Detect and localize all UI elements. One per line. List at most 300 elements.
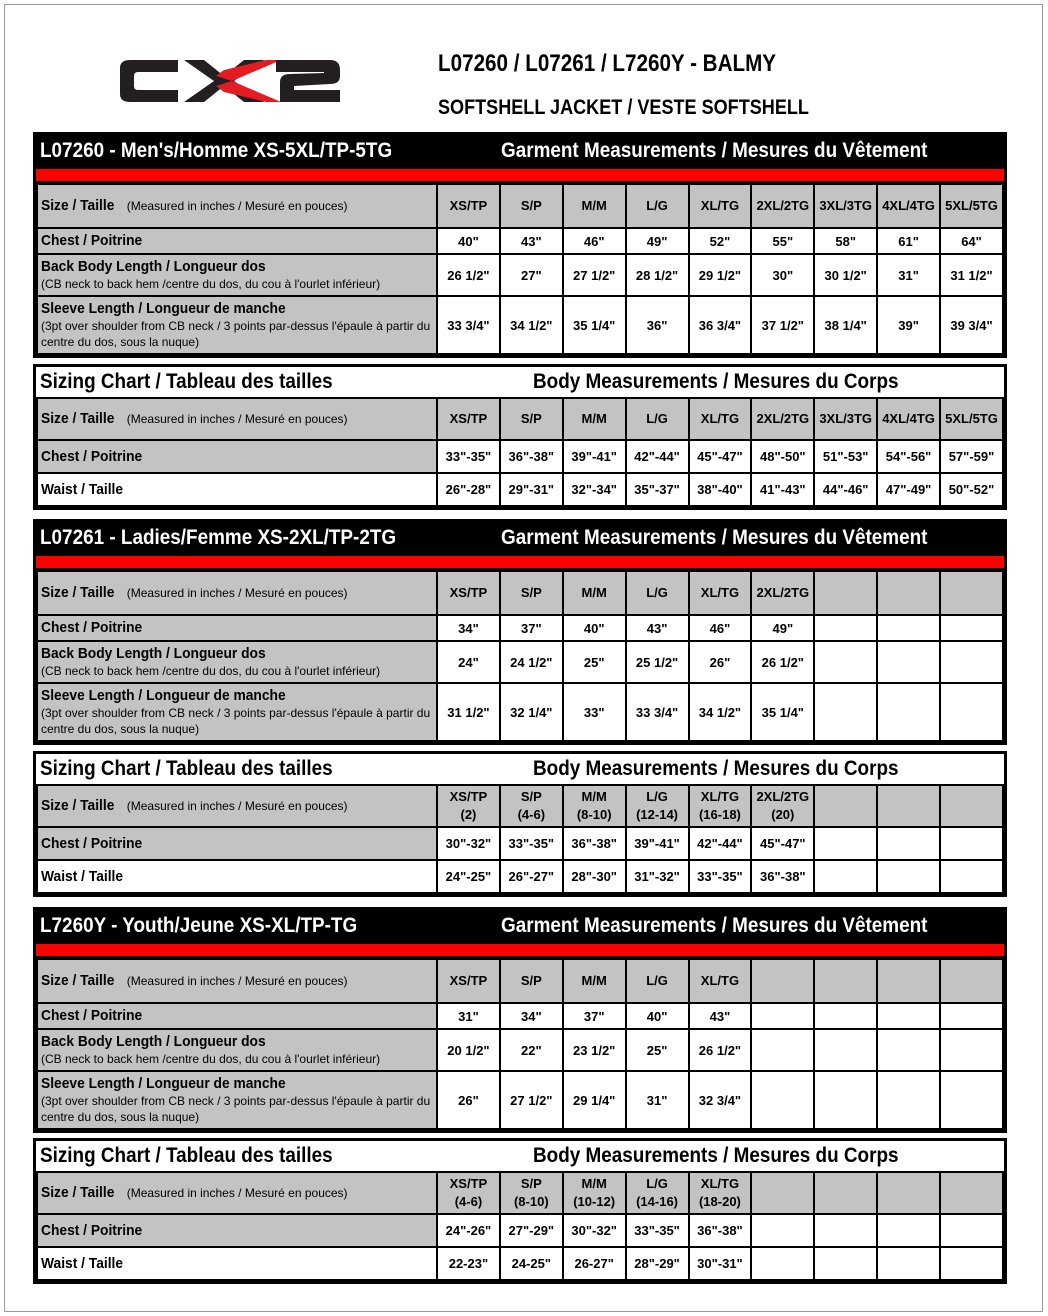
size-cell: 2XL/2TG: [751, 398, 814, 440]
table-row: [37, 827, 1003, 860]
size-cell: XS/TP: [437, 959, 500, 1003]
value-cell: 27": [500, 254, 563, 296]
youth-garment-table: [36, 958, 1004, 1130]
size-cell: XS/TP (2): [437, 785, 500, 827]
ladies-body-header: [36, 754, 1004, 784]
value-cell: 23 1/2": [563, 1029, 626, 1071]
value-cell: 27"-29": [500, 1214, 563, 1247]
row-label: [37, 398, 437, 440]
table-row: [37, 683, 1003, 741]
row-label-title: Back Body Length / Longueur dos: [41, 258, 266, 275]
value-cell: 24-25": [500, 1247, 563, 1280]
row-label-note: (3pt over shoulder from CB neck / 3 points par-dessus l'épaule à partir du centre du dos, sous la nuque): [41, 1094, 431, 1124]
value-cell: 36"-38": [563, 827, 626, 860]
cx2-logo: [116, 56, 344, 106]
size-cell: M/M: [563, 959, 626, 1003]
size-cell: XL/TG: [689, 571, 752, 615]
row-label: [37, 571, 437, 615]
empty-cell: [814, 1003, 877, 1029]
empty-cell: [751, 1214, 814, 1247]
empty-cell: [814, 571, 877, 615]
red-divider: [36, 944, 1004, 956]
size-cell: L/G (12-14): [626, 785, 689, 827]
youth-body-table: [36, 1171, 1004, 1281]
value-cell: 29 1/2": [689, 254, 752, 296]
value-cell: 36"-38": [689, 1214, 752, 1247]
size-cell: XL/TG: [689, 959, 752, 1003]
body-measurements-title: Body Measurements / Mesures du Corps: [533, 1144, 899, 1167]
empty-cell: [877, 641, 940, 683]
table-row: [37, 228, 1003, 254]
row-label: [37, 473, 437, 506]
value-cell: 24 1/2": [500, 641, 563, 683]
value-cell: 30 1/2": [814, 254, 877, 296]
value-cell: 31": [877, 254, 940, 296]
row-label-title: Size / Taille: [41, 410, 115, 427]
value-cell: 24"-25": [437, 860, 500, 893]
row-label-title: Waist / Taille: [41, 1254, 124, 1272]
value-cell: 43": [500, 228, 563, 254]
row-label: [37, 184, 437, 228]
value-cell: 35 1/4": [751, 683, 814, 741]
empty-cell: [940, 860, 1003, 893]
empty-cell: [877, 959, 940, 1003]
empty-cell: [814, 615, 877, 641]
empty-cell: [751, 1003, 814, 1029]
row-label-note: (CB neck to back hem /centre du dos, du cou à l'ourlet inférieur): [41, 277, 381, 291]
row-label-title: Chest / Poitrine: [41, 232, 143, 249]
value-cell: 28"-30": [563, 860, 626, 893]
empty-cell: [877, 1247, 940, 1280]
value-cell: 39"-41": [626, 827, 689, 860]
value-cell: 33 3/4": [626, 683, 689, 741]
value-cell: 25": [626, 1029, 689, 1071]
value-cell: 43": [689, 1003, 752, 1029]
value-cell: 41"-43": [751, 473, 814, 506]
value-cell: 47"-49": [877, 473, 940, 506]
empty-cell: [814, 959, 877, 1003]
value-cell: 40": [563, 615, 626, 641]
value-cell: 26 1/2": [751, 641, 814, 683]
value-cell: 30"-32": [437, 827, 500, 860]
table-row: [37, 860, 1003, 893]
table-row: [37, 1003, 1003, 1029]
men-body-section: [33, 364, 1007, 510]
men-body-table: [36, 397, 1004, 507]
value-cell: 49": [751, 615, 814, 641]
empty-cell: [877, 827, 940, 860]
body-measurements-title: Body Measurements / Mesures du Corps: [533, 370, 899, 393]
empty-cell: [751, 1247, 814, 1280]
value-cell: 34": [500, 1003, 563, 1029]
value-cell: 39": [877, 296, 940, 354]
youth-body-section: [33, 1138, 1007, 1284]
size-cell: 4XL/4TG: [877, 184, 940, 228]
size-cell: 5XL/5TG: [940, 184, 1003, 228]
youth-title: L7260Y - Youth/Jeune XS-XL/TP-TG: [40, 914, 358, 937]
size-cell: M/M (8-10): [563, 785, 626, 827]
row-label-title: Size / Taille: [41, 797, 115, 814]
logo-c: [120, 60, 178, 102]
size-cell: XS/TP: [437, 184, 500, 228]
empty-cell: [940, 615, 1003, 641]
table-row: [37, 473, 1003, 506]
value-cell: 26": [689, 641, 752, 683]
sizing-chart-title: Sizing Chart / Tableau des tailles: [40, 1144, 333, 1167]
value-cell: 64": [940, 228, 1003, 254]
empty-cell: [751, 1029, 814, 1071]
size-cell: L/G: [626, 959, 689, 1003]
empty-cell: [814, 1071, 877, 1129]
row-label-note: (Measured in inches / Mesuré en pouces): [126, 799, 348, 813]
size-cell: L/G: [626, 184, 689, 228]
size-cell: XL/TG (16-18): [689, 785, 752, 827]
value-cell: 40": [437, 228, 500, 254]
value-cell: 22": [500, 1029, 563, 1071]
size-cell: S/P: [500, 184, 563, 228]
empty-cell: [940, 1214, 1003, 1247]
row-label: [37, 440, 437, 473]
row-label-title: Sleeve Length / Longueur de manche: [41, 300, 286, 317]
garment-measurements-title: Garment Measurements / Mesures du Vêtement: [501, 526, 928, 549]
value-cell: 57"-59": [940, 440, 1003, 473]
row-label: [37, 1029, 437, 1071]
empty-cell: [940, 959, 1003, 1003]
value-cell: 61": [877, 228, 940, 254]
value-cell: 38"-40": [689, 473, 752, 506]
value-cell: 39"-41": [563, 440, 626, 473]
row-label-title: Waist / Taille: [41, 867, 124, 885]
row-label-note: (CB neck to back hem /centre du dos, du cou à l'ourlet inférieur): [41, 1052, 381, 1066]
size-cell: XS/TP: [437, 398, 500, 440]
value-cell: 52": [689, 228, 752, 254]
empty-cell: [877, 1029, 940, 1071]
row-label-title: Size / Taille: [41, 972, 115, 989]
row-label-title: Sleeve Length / Longueur de manche: [41, 687, 286, 704]
garment-measurements-title: Garment Measurements / Mesures du Vêtement: [501, 914, 928, 937]
value-cell: 24"-26": [437, 1214, 500, 1247]
size-header-row: [37, 959, 1003, 1003]
size-cell: XL/TG: [689, 184, 752, 228]
size-cell: 4XL/4TG: [877, 398, 940, 440]
sizing-chart-title: Sizing Chart / Tableau des tailles: [40, 370, 333, 393]
size-cell: S/P (4-6): [500, 785, 563, 827]
value-cell: 32 1/4": [500, 683, 563, 741]
size-cell: S/P: [500, 398, 563, 440]
value-cell: 25 1/2": [626, 641, 689, 683]
row-label-title: Sleeve Length / Longueur de manche: [41, 1075, 286, 1092]
row-label-note: (Measured in inches / Mesuré en pouces): [126, 974, 348, 988]
size-header-row: [37, 1172, 1003, 1214]
value-cell: 36": [626, 296, 689, 354]
row-label: [37, 860, 437, 893]
size-cell: XS/TP (4-6): [437, 1172, 500, 1214]
row-label: [37, 959, 437, 1003]
value-cell: 38 1/4": [814, 296, 877, 354]
row-label: [37, 1214, 437, 1247]
value-cell: 28"-29": [626, 1247, 689, 1280]
size-cell: M/M: [563, 398, 626, 440]
value-cell: 26-27": [563, 1247, 626, 1280]
value-cell: 39 3/4": [940, 296, 1003, 354]
row-label: [37, 1247, 437, 1280]
value-cell: 30"-32": [563, 1214, 626, 1247]
row-label: [37, 228, 437, 254]
value-cell: 33": [563, 683, 626, 741]
value-cell: 31 1/2": [940, 254, 1003, 296]
empty-cell: [814, 1214, 877, 1247]
size-header-row: [37, 785, 1003, 827]
youth-garment-section: [33, 907, 1007, 1133]
size-cell: L/G (14-16): [626, 1172, 689, 1214]
row-label: [37, 1003, 437, 1029]
value-cell: 34 1/2": [689, 683, 752, 741]
table-row: [37, 254, 1003, 296]
size-cell: S/P: [500, 959, 563, 1003]
empty-cell: [940, 1003, 1003, 1029]
table-row: [37, 1029, 1003, 1071]
value-cell: 32 3/4": [689, 1071, 752, 1129]
row-label: [37, 296, 437, 354]
value-cell: 36 3/4": [689, 296, 752, 354]
value-cell: 22-23": [437, 1247, 500, 1280]
size-cell: 2XL/2TG: [751, 571, 814, 615]
row-label: [37, 254, 437, 296]
empty-cell: [940, 1247, 1003, 1280]
youth-garment-header: [36, 910, 1004, 944]
value-cell: 33 3/4": [437, 296, 500, 354]
size-cell: S/P: [500, 571, 563, 615]
value-cell: 35"-37": [626, 473, 689, 506]
row-label-title: Back Body Length / Longueur dos: [41, 1033, 266, 1050]
body-measurements-title: Body Measurements / Mesures du Corps: [533, 757, 899, 780]
red-divider: [36, 169, 1004, 181]
empty-cell: [751, 1172, 814, 1214]
size-cell: L/G: [626, 571, 689, 615]
value-cell: 58": [814, 228, 877, 254]
garment-measurements-title: Garment Measurements / Mesures du Vêtement: [501, 139, 928, 162]
value-cell: 29"-31": [500, 473, 563, 506]
value-cell: 33"-35": [626, 1214, 689, 1247]
empty-cell: [814, 641, 877, 683]
value-cell: 26"-27": [500, 860, 563, 893]
value-cell: 36"-38": [500, 440, 563, 473]
size-cell: XL/TG: [689, 398, 752, 440]
row-label: [37, 827, 437, 860]
table-row: [37, 440, 1003, 473]
size-cell: 5XL/5TG: [940, 398, 1003, 440]
row-label-note: (3pt over shoulder from CB neck / 3 points par-dessus l'épaule à partir du centre du dos, sous la nuque): [41, 319, 431, 349]
empty-cell: [877, 785, 940, 827]
row-label-note: (3pt over shoulder from CB neck / 3 points par-dessus l'épaule à partir du centre du dos, sous la nuque): [41, 706, 431, 736]
row-label-note: (Measured in inches / Mesuré en pouces): [126, 199, 348, 213]
logo-2: [276, 60, 340, 102]
value-cell: 31": [437, 1003, 500, 1029]
value-cell: 46": [689, 615, 752, 641]
value-cell: 49": [626, 228, 689, 254]
table-row: [37, 641, 1003, 683]
size-cell: L/G: [626, 398, 689, 440]
size-header-row: [37, 571, 1003, 615]
empty-cell: [940, 1071, 1003, 1129]
row-label: [37, 1172, 437, 1214]
empty-cell: [877, 1214, 940, 1247]
value-cell: 26 1/2": [437, 254, 500, 296]
document-subtitle: SOFTSHELL JACKET / VESTE SOFTSHELL: [438, 96, 809, 119]
value-cell: 26": [437, 1071, 500, 1129]
men-body-header: [36, 367, 1004, 397]
value-cell: 37": [500, 615, 563, 641]
ladies-garment-section: [33, 519, 1007, 745]
value-cell: 37 1/2": [751, 296, 814, 354]
value-cell: 54"-56": [877, 440, 940, 473]
size-cell: 2XL/2TG: [751, 184, 814, 228]
table-row: [37, 296, 1003, 354]
value-cell: 44"-46": [814, 473, 877, 506]
empty-cell: [940, 1029, 1003, 1071]
row-label-note: (Measured in inches / Mesuré en pouces): [126, 412, 348, 426]
row-label-title: Back Body Length / Longueur dos: [41, 645, 266, 662]
row-label-title: Size / Taille: [41, 584, 115, 601]
value-cell: 26 1/2": [689, 1029, 752, 1071]
row-label: [37, 615, 437, 641]
empty-cell: [877, 615, 940, 641]
row-label-title: Size / Taille: [41, 197, 115, 214]
value-cell: 46": [563, 228, 626, 254]
value-cell: 27 1/2": [500, 1071, 563, 1129]
value-cell: 34 1/2": [500, 296, 563, 354]
value-cell: 33"-35": [689, 860, 752, 893]
table-row: [37, 1247, 1003, 1280]
value-cell: 20 1/2": [437, 1029, 500, 1071]
empty-cell: [814, 1029, 877, 1071]
row-label-title: Chest / Poitrine: [41, 834, 143, 852]
row-label-title: Size / Taille: [41, 1184, 115, 1201]
value-cell: 24": [437, 641, 500, 683]
value-cell: 35 1/4": [563, 296, 626, 354]
table-row: [37, 615, 1003, 641]
value-cell: 26"-28": [437, 473, 500, 506]
size-cell: 3XL/3TG: [814, 184, 877, 228]
value-cell: 27 1/2": [563, 254, 626, 296]
empty-cell: [877, 1071, 940, 1129]
empty-cell: [814, 1172, 877, 1214]
value-cell: 25": [563, 641, 626, 683]
value-cell: 30": [751, 254, 814, 296]
men-garment-section: [33, 132, 1007, 358]
men-garment-header: [36, 135, 1004, 169]
ladies-title: L07261 - Ladies/Femme XS-2XL/TP-2TG: [40, 526, 397, 549]
row-label: [37, 683, 437, 741]
empty-cell: [877, 1172, 940, 1214]
size-cell: XL/TG (18-20): [689, 1172, 752, 1214]
value-cell: 50"-52": [940, 473, 1003, 506]
value-cell: 45"-47": [751, 827, 814, 860]
value-cell: 34": [437, 615, 500, 641]
men-title: L07260 - Men's/Homme XS-5XL/TP-5TG: [40, 139, 393, 162]
empty-cell: [814, 827, 877, 860]
value-cell: 32"-34": [563, 473, 626, 506]
value-cell: 45"-47": [689, 440, 752, 473]
value-cell: 31 1/2": [437, 683, 500, 741]
size-header-row: [37, 398, 1003, 440]
empty-cell: [751, 1071, 814, 1129]
empty-cell: [814, 683, 877, 741]
empty-cell: [940, 1172, 1003, 1214]
ladies-garment-table: [36, 570, 1004, 742]
value-cell: 33"-35": [500, 827, 563, 860]
value-cell: 42"-44": [689, 827, 752, 860]
row-label-title: Chest / Poitrine: [41, 447, 143, 465]
table-row: [37, 1214, 1003, 1247]
row-label: [37, 641, 437, 683]
empty-cell: [877, 1003, 940, 1029]
size-cell: 2XL/2TG (20): [751, 785, 814, 827]
size-cell: S/P (8-10): [500, 1172, 563, 1214]
ladies-garment-header: [36, 522, 1004, 556]
value-cell: 37": [563, 1003, 626, 1029]
size-cell: M/M (10-12): [563, 1172, 626, 1214]
value-cell: 29 1/4": [563, 1071, 626, 1129]
value-cell: 55": [751, 228, 814, 254]
empty-cell: [940, 571, 1003, 615]
value-cell: 43": [626, 615, 689, 641]
value-cell: 28 1/2": [626, 254, 689, 296]
size-cell: M/M: [563, 184, 626, 228]
value-cell: 36"-38": [751, 860, 814, 893]
ladies-body-table: [36, 784, 1004, 894]
empty-cell: [877, 571, 940, 615]
value-cell: 31": [626, 1071, 689, 1129]
value-cell: 31"-32": [626, 860, 689, 893]
empty-cell: [814, 785, 877, 827]
row-label-title: Waist / Taille: [41, 480, 124, 498]
empty-cell: [814, 860, 877, 893]
size-cell: 3XL/3TG: [814, 398, 877, 440]
row-label-note: (Measured in inches / Mesuré en pouces): [126, 1186, 348, 1200]
value-cell: 51"-53": [814, 440, 877, 473]
men-garment-table: [36, 183, 1004, 355]
row-label: [37, 1071, 437, 1129]
table-row: [37, 1071, 1003, 1129]
size-cell: XS/TP: [437, 571, 500, 615]
value-cell: 42"-44": [626, 440, 689, 473]
row-label-note: (Measured in inches / Mesuré en pouces): [126, 586, 348, 600]
empty-cell: [940, 641, 1003, 683]
row-label-title: Chest / Poitrine: [41, 619, 143, 636]
value-cell: 40": [626, 1003, 689, 1029]
row-label: [37, 785, 437, 827]
size-cell: M/M: [563, 571, 626, 615]
youth-body-header: [36, 1141, 1004, 1171]
row-label-note: (CB neck to back hem /centre du dos, du cou à l'ourlet inférieur): [41, 664, 381, 678]
empty-cell: [940, 683, 1003, 741]
value-cell: 30"-31": [689, 1247, 752, 1280]
empty-cell: [940, 827, 1003, 860]
empty-cell: [751, 959, 814, 1003]
empty-cell: [940, 785, 1003, 827]
ladies-body-section: [33, 751, 1007, 897]
empty-cell: [814, 1247, 877, 1280]
empty-cell: [877, 860, 940, 893]
row-label-title: Chest / Poitrine: [41, 1007, 143, 1024]
value-cell: 33"-35": [437, 440, 500, 473]
document-title: L07260 / L07261 / L7260Y - BALMY: [438, 50, 777, 77]
row-label-title: Chest / Poitrine: [41, 1221, 143, 1239]
red-divider: [36, 556, 1004, 568]
logo-x: [184, 60, 281, 102]
value-cell: 48"-50": [751, 440, 814, 473]
